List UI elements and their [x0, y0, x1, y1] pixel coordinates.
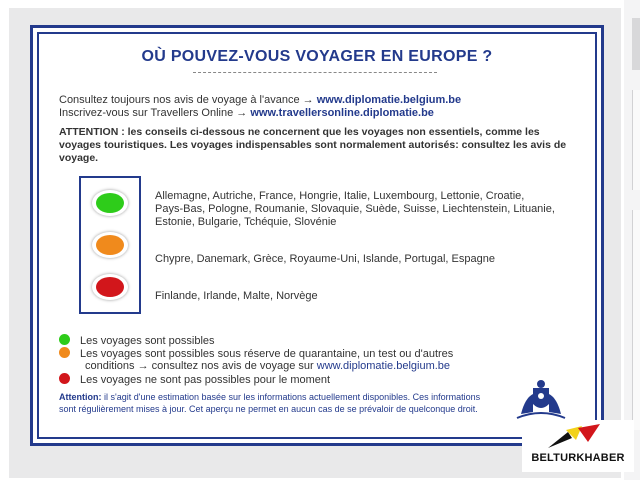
red-light	[92, 274, 128, 300]
intro-text-2: Inscrivez-vous sur Travellers Online →	[59, 107, 248, 119]
intro-text-1: Consultez toujours nos avis de voyage à l'avance →	[59, 94, 314, 106]
belgian-coat-of-arms-icon	[511, 378, 571, 422]
legend-orange-text-1: Les voyages sont possibles sous réserve de quarantaine, un test ou d'autres	[80, 348, 454, 360]
green-countries: Allemagne, Autriche, France, Hongrie, Italie, Luxembourg, Lettonie, Croatie, Pays-Bas, Pologne, Roumanie, Slovaquie, Suède, Suisse, Liechtenstein, Lituanie, Estonie, Bulgarie, Tchéquie, Slovénie	[155, 190, 555, 228]
legend-green	[59, 334, 215, 348]
traffic-light	[79, 176, 141, 314]
red-countries: Finlande, Irlande, Malte, Norvège	[155, 290, 318, 302]
red-dot-icon	[59, 373, 70, 384]
legend-orange-text-2: conditions → consultez nos avis de voyage sur	[85, 360, 314, 372]
side-block	[632, 210, 640, 430]
side-panel	[624, 0, 640, 480]
legend-red-text: Les voyages ne sont pas possibles pour le moment	[80, 374, 331, 386]
green-light-dot	[96, 193, 124, 213]
intro-line-2	[59, 107, 434, 120]
intro-line-1	[59, 94, 461, 107]
attention-text: les conseils ci-dessous ne concernent que les voyages non essentiels, comme les voyages touristiques. Les voyages indispensables sont normalement autorisés: consultez les avis de voyage.	[59, 126, 567, 164]
flag-swoosh-icon	[542, 424, 612, 450]
red-light-dot	[96, 277, 124, 297]
green-light	[92, 190, 128, 216]
orange-dot-icon	[59, 347, 70, 358]
disclaimer-note	[59, 391, 499, 415]
legend-orange-line-2	[85, 360, 450, 373]
legend-diplomatie-link[interactable]: www.diplomatie.belgium.be	[316, 360, 451, 372]
card-title: OÙ POUVEZ-VOUS VOYAGER EN EUROPE ?	[141, 48, 493, 65]
watermark-text: BELTURKHABER	[531, 452, 625, 464]
side-block	[632, 90, 640, 190]
note-prefix: Attention:	[59, 392, 102, 402]
attention-prefix: ATTENTION :	[59, 126, 125, 138]
legend-green-text: Les voyages sont possibles	[80, 335, 215, 347]
orange-light	[92, 232, 128, 258]
legend-red	[59, 373, 330, 387]
orange-light-dot	[96, 235, 124, 255]
travel-info-card	[30, 25, 604, 446]
travellersonline-link[interactable]: www.travellersonline.diplomatie.be	[250, 107, 434, 119]
note-text: il s'agit d'une estimation basée sur les informations actuellement disponibles. Ces informations sont régulièrement mises à jour. Cet aperçu ne permet en aucun cas de se prévaloir de quelconque droit.	[59, 392, 481, 414]
diplomatie-link[interactable]: www.diplomatie.belgium.be	[316, 94, 462, 106]
watermark-logo	[522, 420, 634, 472]
orange-countries: Chypre, Danemark, Grèce, Royaume-Uni, Islande, Portugal, Espagne	[155, 253, 495, 265]
attention-paragraph	[59, 126, 569, 165]
legend-orange	[59, 347, 453, 361]
green-dot-icon	[59, 334, 70, 345]
side-block	[632, 18, 640, 70]
title-divider	[193, 72, 437, 73]
